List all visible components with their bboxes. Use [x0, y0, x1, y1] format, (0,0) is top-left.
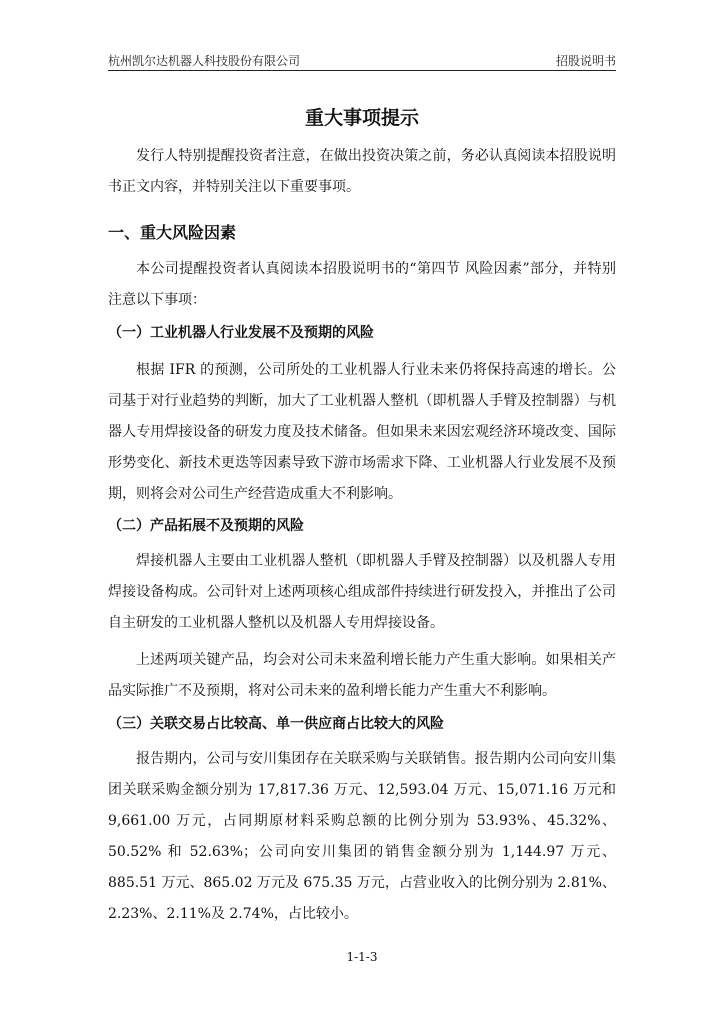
section-heading-major-risks: 一、重大风险因素: [108, 223, 237, 242]
page-number: 1-1-3: [346, 950, 378, 964]
risk-industry-paragraph: 根据 IFR 的预测，公司所处的工业机器人行业未来仍将保持高速的增长。公司基于对行业趋势的判断，加大了工业机器人整机（即机器人手臂及控制器）与机器人专用焊接设备的研发力度及技术储备。但如果未来因宏观经济环境改变、国际形势变化、新技术更迭等因素导致下游市场需求下降、工业机器人行业发展不及预期，则将会对公司生产经营造成重大不利影响。: [108, 362, 616, 502]
header-company-name: 杭州凯尔达机器人科技股份有限公司: [108, 54, 301, 68]
intro-paragraph: 发行人特别提醒投资者注意，在做出投资决策之前，务必认真阅读本招股说明书正文内容，并特别关注以下重要事项。: [108, 148, 616, 195]
risk-related-transactions-paragraph: 报告期内，公司与安川集团存在关联采购与关联销售。报告期内公司向安川集团关联采购金额分别为 17,817.36 万元、12,593.04 万元、15,071.16 万元和 9,661.00 万元，占同期原材料采购总额的比例分别为 53.93%、45.32%、50.52% 和 52.63%；公司向安川集团的销售金额分别为 1,144.97 万元、885.51 万元、865.02 万元及 675.35 万元，占营业收入的比例分别为 2.81%、2.23%、2.11%及 2.74%，占比较小。: [108, 751, 616, 922]
page-title: 重大事项提示: [304, 107, 419, 129]
risk-heading-product: （二）产品拓展不及预期的风险: [108, 518, 304, 534]
risk-heading-industry: （一）工业机器人行业发展不及预期的风险: [108, 325, 374, 341]
risk-heading-related-transactions: （三）关联交易占比较高、单一供应商占比较大的风险: [108, 716, 444, 732]
risk-product-paragraph-1: 焊接机器人主要由工业机器人整机（即机器人手臂及控制器）以及机器人专用焊接设备构成。公司针对上述两项核心组成部件持续进行研发投入，并推出了公司自主研发的工业机器人整机以及机器人专用焊接设备。: [108, 553, 616, 631]
section-intro-paragraph: 本公司提醒投资者认真阅读本招股说明书的“第四节 风险因素”部分，并特别注意以下事项：: [108, 261, 616, 308]
header-document-type: 招股说明书: [555, 54, 616, 68]
risk-product-paragraph-2: 上述两项关键产品，均会对公司未来盈利增长能力产生重大影响。如果相关产品实际推广不及预期，将对公司未来的盈利增长能力产生重大不利影响。: [108, 652, 616, 699]
header-divider: [108, 70, 616, 71]
page-header: [108, 50, 616, 70]
